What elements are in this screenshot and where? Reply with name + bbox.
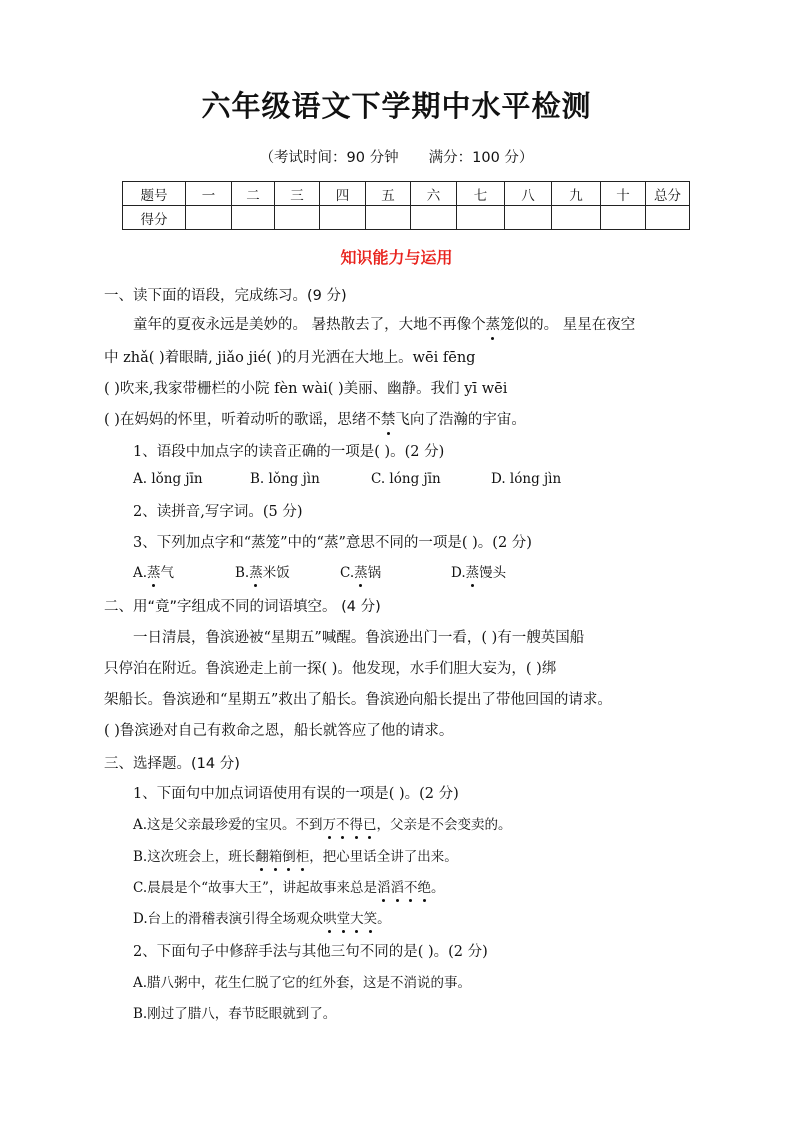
question-3-sub-2-option-b[interactable]: B.刚过了腊八，春节眨眼就到了。 [133, 1006, 337, 1022]
option-a[interactable] [133, 561, 235, 581]
question-1-sub-3: 3、下列加点字和“蒸笼”中的“蒸”意思不同的一项是( )。(2 分) [133, 535, 532, 551]
score-entry-cell[interactable] [552, 206, 601, 230]
option-text: D.台上的滑稽表演引得全场观众 [133, 911, 324, 927]
score-table-header-row [123, 182, 690, 206]
question-1-paragraph-line [133, 313, 635, 334]
score-entry-cell[interactable] [411, 206, 457, 230]
question-1-paragraph-line: 中 zhǎ( )着眼睛, jiǎo jié( )的月光洒在大地上。wēi fēng [104, 350, 476, 366]
option-text: C.晨晨是个“故事大王”，讲起故事来总是 [133, 880, 377, 896]
question-1-sub-1-options [133, 471, 561, 487]
option-text: B.这次班会上，班长 [133, 849, 256, 865]
score-entry-cell[interactable] [275, 206, 320, 230]
option-text: 米饭 [262, 565, 290, 581]
score-entry-cell[interactable] [457, 206, 505, 230]
exam-info [0, 146, 793, 167]
option-text: 。 [377, 911, 391, 927]
question-1-paragraph-line [104, 408, 526, 429]
dotted-char: 柜 [296, 845, 310, 865]
table-cell: 六 [411, 182, 457, 206]
dotted-char: 大 [350, 907, 364, 927]
score-entry-cell[interactable] [646, 206, 690, 230]
question-2-heading: 二、用“竟”字组成不同的词语填空。 (4 分) [104, 599, 381, 615]
dotted-word [323, 911, 377, 927]
score-table [122, 181, 690, 230]
dotted-char: 万 [323, 813, 337, 833]
option-b[interactable]: B. lǒng jìn [250, 471, 320, 487]
dotted-char: 得 [350, 813, 364, 833]
score-entry-cell[interactable] [232, 206, 275, 230]
option-text: 气 [160, 565, 175, 581]
question-2-paragraph-line: ( )鲁滨逊对自己有救命之恩，船长就答应了他的请求。 [104, 723, 454, 739]
option-text: ，父亲是不会变卖的。 [376, 817, 512, 833]
option-letter: C. [340, 565, 355, 581]
dotted-char: 蒸 [466, 561, 480, 581]
question-1-sub-2: 2、读拼音,写字词。(5 分) [133, 504, 303, 520]
option-letter: D. [451, 565, 466, 581]
question-2-paragraph-line: 一日清晨，鲁滨逊被“星期五”喊醒。鲁滨逊出门一看，( )有一艘英国船 [133, 630, 585, 646]
dotted-char: 不 [336, 813, 350, 833]
question-3-sub-2: 2、下面句子中修辞手法与其他三句不同的是( )。(2 分) [133, 944, 488, 960]
option-letter: B. [235, 565, 250, 581]
text-run: ( )在妈妈的怀里，听着动听的歌谣，思绪不 [104, 412, 381, 428]
dotted-char: 哄 [323, 907, 337, 927]
dotted-char: 绝 [417, 876, 431, 896]
dotted-char: 堂 [337, 907, 351, 927]
dotted-char: 笑 [364, 907, 378, 927]
dotted-char: 不 [404, 876, 418, 896]
table-cell: 八 [505, 182, 552, 206]
option-text: 锅 [367, 565, 382, 581]
option-letter: A. [133, 565, 148, 581]
question-3-sub-1-option-c[interactable] [133, 876, 444, 896]
page-title: 六年级语文下学期中水平检测 [201, 89, 592, 123]
table-cell: 一 [186, 182, 232, 206]
dotted-char: 倒 [282, 845, 296, 865]
question-1-sub-1: 1、语段中加点字的读音正确的一项是( )。(2 分) [133, 444, 445, 460]
option-text: ，把心里话全讲了出来。 [309, 849, 458, 865]
table-cell: 四 [320, 182, 366, 206]
question-3-sub-2-option-a[interactable]: A.腊八粥中，花生仁脱了它的红外套，这是不消说的事。 [133, 975, 472, 991]
text-run: 飞向了浩瀚的宇宙。 [395, 412, 526, 428]
question-2-paragraph-line: 架船长。鲁滨逊和“星期五”救出了船长。鲁滨逊向船长提出了带他回国的请求。 [104, 692, 612, 708]
question-2-paragraph-line: 只停泊在附近。鲁滨逊走上前一探( )。他发现，水手们胆大妄为，( )绑 [104, 661, 557, 677]
table-cell: 二 [232, 182, 275, 206]
score-entry-cell[interactable] [320, 206, 366, 230]
exam-full-score: 满分：100 分） [428, 150, 534, 166]
option-d[interactable] [451, 561, 506, 581]
option-b[interactable] [235, 561, 340, 581]
question-1-paragraph-line: ( )吹来,我家带栅栏的小院 fèn wài( )美丽、幽静。我们 yī wēi [104, 381, 508, 397]
dotted-char: 翻 [255, 845, 269, 865]
dotted-char: 禁 [381, 408, 396, 429]
exam-time: （考试时间：90 分钟 [259, 150, 399, 166]
question-3-heading: 三、选择题。(14 分) [104, 756, 240, 772]
score-entry-cell[interactable] [186, 206, 232, 230]
dotted-word [377, 880, 431, 896]
dotted-char: 蒸 [354, 561, 368, 581]
option-text: 。 [430, 880, 445, 896]
text-run: 童年的夏夜永远是美妙的。 暑热散去了，大地不再像个 [133, 317, 486, 333]
score-entry-cell[interactable] [366, 206, 411, 230]
dotted-char: 蒸 [486, 313, 501, 334]
text-run: 似的。 星星在夜空 [514, 317, 636, 333]
dotted-char: 已 [363, 813, 377, 833]
section-heading: 知识能力与运用 [340, 248, 453, 267]
table-cell: 总分 [646, 182, 690, 206]
table-cell: 题号 [123, 182, 186, 206]
option-c[interactable]: C. lóng jīn [371, 471, 441, 487]
table-cell: 三 [275, 182, 320, 206]
dotted-char: 滔 [390, 876, 404, 896]
dotted-word [323, 817, 377, 833]
question-1-sub-3-options [133, 561, 506, 581]
dotted-char: 箱 [269, 845, 283, 865]
question-3-sub-1-option-d[interactable] [133, 907, 391, 927]
option-a[interactable]: A. lǒng jīn [133, 471, 203, 487]
question-3-sub-1-option-b[interactable] [133, 845, 458, 865]
table-cell: 十 [601, 182, 646, 206]
dotted-char: 蒸 [249, 561, 263, 581]
option-text: 馒头 [479, 565, 507, 581]
table-cell: 九 [552, 182, 601, 206]
score-table-score-row [123, 206, 690, 230]
table-cell: 七 [457, 182, 505, 206]
dotted-char: 滔 [377, 876, 391, 896]
option-text: A.这是父亲最珍爱的宝贝。不到 [133, 817, 323, 833]
option-d[interactable]: D. lóng jìn [491, 471, 562, 487]
table-cell: 五 [366, 182, 411, 206]
option-c[interactable] [340, 561, 451, 581]
question-3-sub-1: 1、下面句中加点词语使用有误的一项是( )。(2 分) [133, 786, 459, 802]
score-entry-cell[interactable] [601, 206, 646, 230]
dotted-char: 蒸 [147, 561, 161, 581]
table-cell: 得分 [123, 206, 186, 230]
question-3-sub-1-option-a[interactable] [133, 813, 512, 833]
question-1-heading: 一、读下面的语段，完成练习。(9 分) [104, 288, 347, 304]
dotted-word [255, 849, 309, 865]
text-run: 笼 [500, 317, 515, 333]
score-entry-cell[interactable] [505, 206, 552, 230]
